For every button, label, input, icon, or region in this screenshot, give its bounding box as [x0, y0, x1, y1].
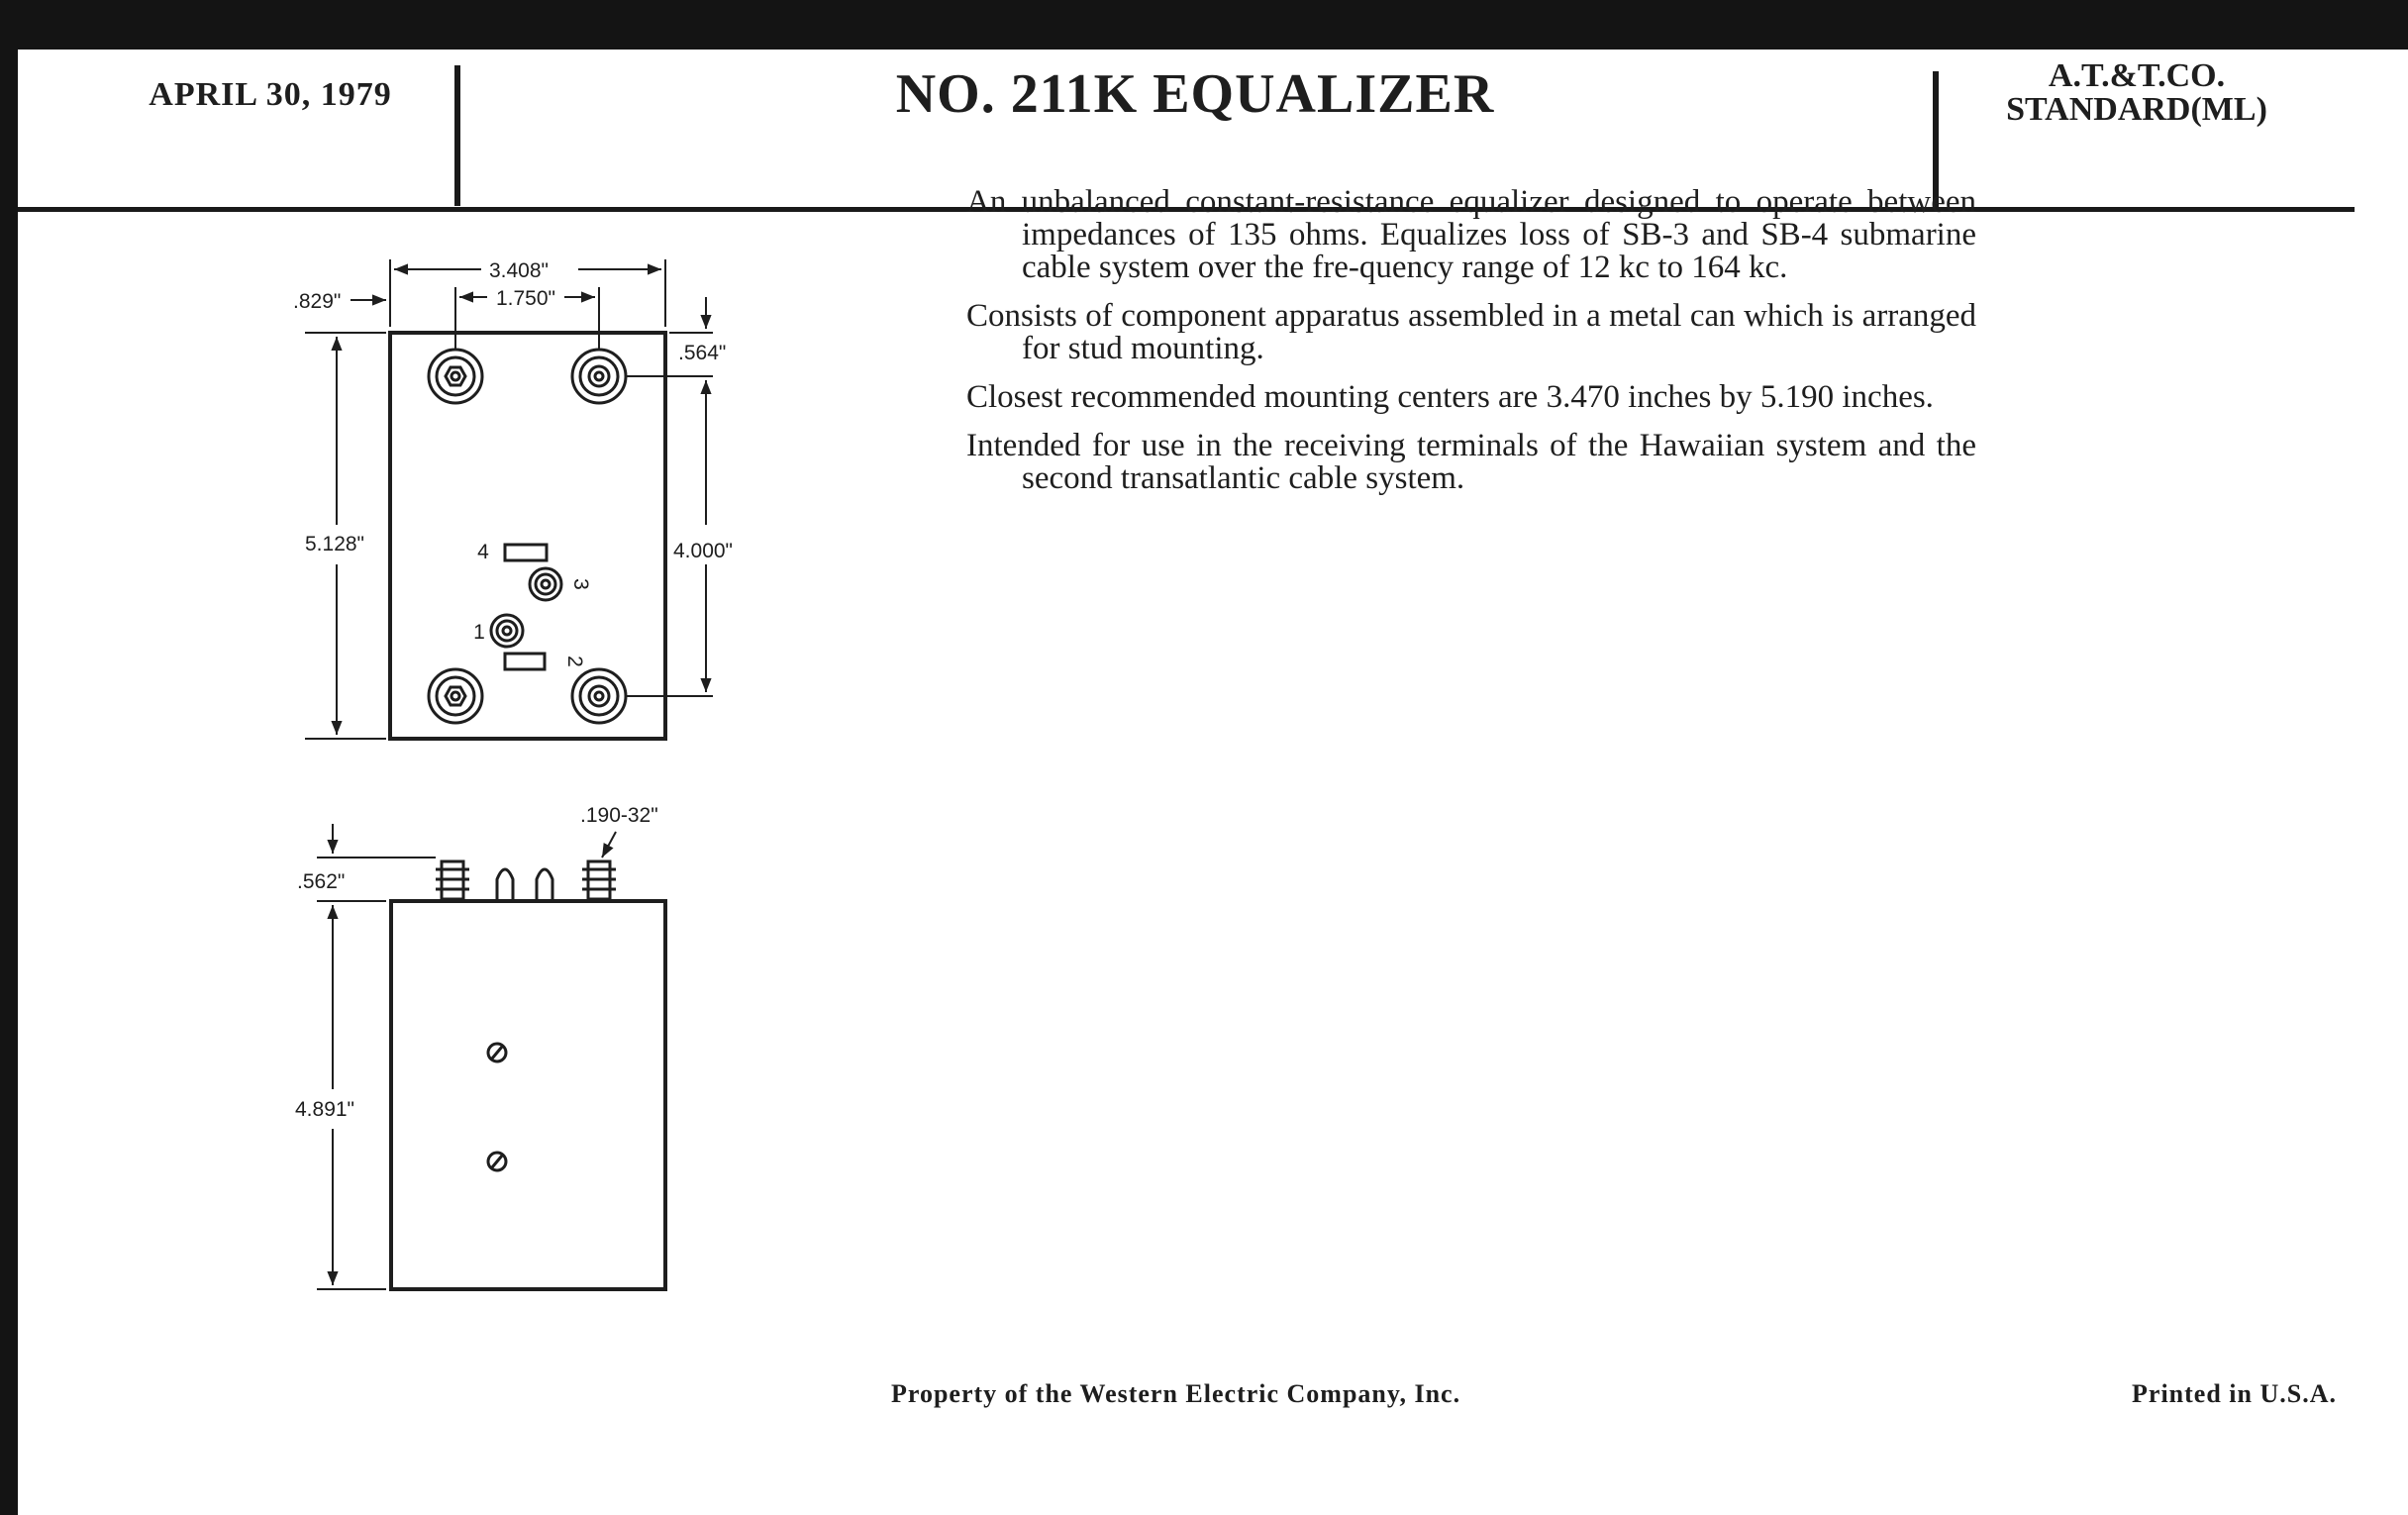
- mounting-stud: [429, 669, 482, 723]
- screw: [488, 1044, 506, 1061]
- printed-notice: Printed in U.S.A.: [2132, 1379, 2337, 1408]
- screw: [488, 1153, 506, 1170]
- dim-height: 5.128": [305, 533, 365, 556]
- side-stud: [582, 861, 616, 899]
- dim-thread: .190-32": [580, 804, 658, 827]
- mounting-stud: [572, 350, 626, 403]
- side-view-can-outline: [391, 901, 665, 1289]
- terminal-label: 2: [563, 656, 586, 667]
- terminal-tag: [505, 545, 547, 560]
- side-terminal: [537, 869, 552, 899]
- side-stud: [436, 861, 469, 899]
- description-paragraph: Closest recommended mounting centers are 3.470 inches by 5.190 inches.: [966, 379, 1934, 415]
- terminal-label: 4: [477, 541, 489, 563]
- terminal-label: 3: [569, 578, 592, 590]
- dim-terminal-height: .562": [297, 870, 346, 893]
- top-view-can-outline: [390, 333, 665, 739]
- dim-width: 3.408": [488, 259, 550, 282]
- terminal-post: [491, 615, 523, 647]
- dim-left-offset: .829": [293, 290, 342, 313]
- issue-date: APRIL 30, 1979: [149, 76, 392, 113]
- description-paragraph: Intended for use in the receiving terminals of the Hawaiian system and the second transatlantic cable system.: [966, 428, 1976, 496]
- description-paragraph: Consists of component apparatus assembled in a metal can which is arranged for stud mounting.: [966, 298, 1976, 366]
- mounting-stud: [429, 350, 482, 403]
- standard-line-1: A.T.&T.CO.: [2048, 57, 2226, 94]
- description-paragraph: An unbalanced constant-resistance equalizer designed to operate between impedances of 135 ohms. Equalizes loss of SB-3 and SB-4 submarine cable system over the fre-quency range of 12 kc to 164 kc.: [966, 184, 1976, 285]
- terminal-tag: [505, 654, 545, 669]
- terminal-label: 1: [473, 621, 485, 644]
- dim-stud-spacing: 1.750": [495, 287, 556, 310]
- terminal-post: [530, 568, 561, 600]
- side-terminal: [497, 869, 513, 899]
- mounting-stud: [572, 669, 626, 723]
- dim-top-offset: .564": [678, 342, 727, 364]
- dim-stud-height: 4.000": [673, 540, 734, 562]
- standard-line-2: STANDARD(ML): [2006, 91, 2267, 128]
- property-notice: Property of the Western Electric Company, Inc.: [891, 1379, 1461, 1408]
- page-title: NO. 211K EQUALIZER: [895, 63, 1495, 125]
- dim-body-height: 4.891": [295, 1098, 355, 1121]
